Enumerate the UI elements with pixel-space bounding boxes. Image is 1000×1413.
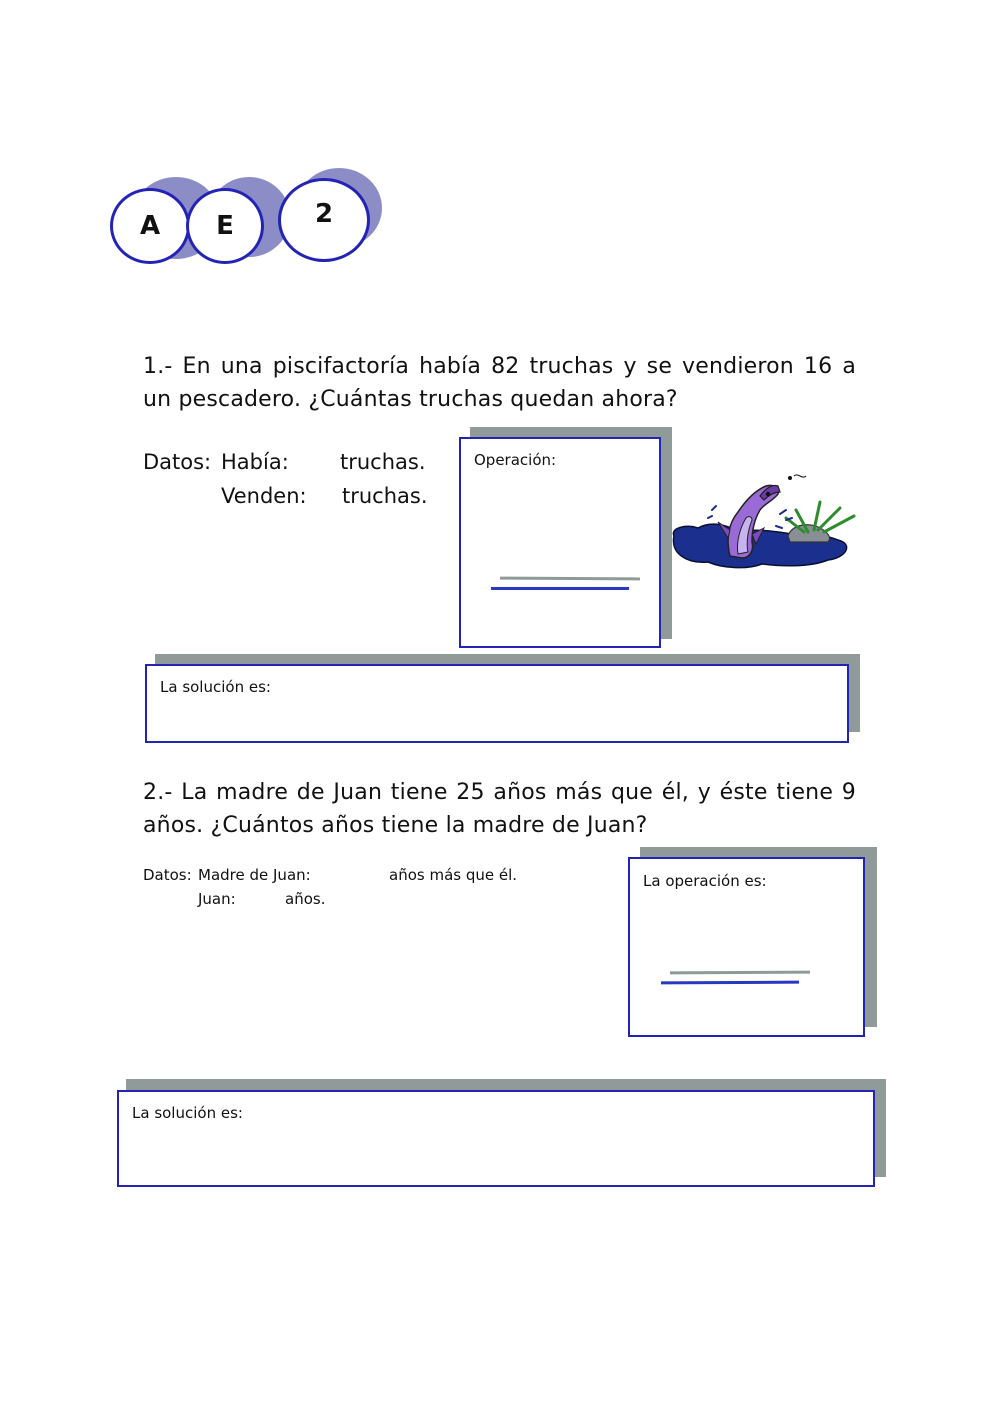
datos-2-row2-unit: años. [285,890,326,908]
datos-row2-label: Venden: [221,484,307,508]
datos-2-row1-label: Madre de Juan: [198,866,311,884]
problem-1-datos [143,450,443,520]
badge-e [186,188,264,264]
operation-1-box[interactable] [459,437,661,648]
datos-2-row2-label: Juan: [198,890,236,908]
datos-row2-unit: truchas. [342,484,428,508]
problem-2-text: 2.- La madre de Juan tiene 25 años más que él, y éste tiene 9 años. ¿Cuántos años tiene la madre de Juan? [143,780,856,838]
problem-1-text: 1.- En una piscifactoría había 82 truchas y se vendieron 16 a un pescadero. ¿Cuántas truchas quedan ahora? [143,354,856,412]
badge-2-label: 2 [314,199,334,229]
problem-2-datos [143,866,563,916]
badge-a [110,188,190,264]
badge-2 [278,178,370,262]
operation-2-gray-line [670,971,810,975]
datos-2-label: Datos: [143,866,192,884]
operation-1-answer-line [491,587,629,590]
solution-1-label: La solución es: [160,678,271,696]
badge-a-label: A [139,211,161,241]
solution-2-label: La solución es: [132,1104,243,1122]
datos-label: Datos: [143,450,212,474]
solution-2-box[interactable] [117,1090,875,1187]
datos-row1-unit: truchas. [340,450,426,474]
operation-1-gray-line [500,577,640,581]
datos-row1-label: Había: [221,450,289,474]
operation-2-answer-line [661,981,799,985]
operation-1-label: Operación: [474,451,557,469]
datos-2-row1-unit: años más que él. [389,866,518,884]
fish-jumping-illustration [668,470,862,575]
operation-2-label: La operación es: [643,872,767,890]
solution-1-box[interactable] [145,664,849,743]
operation-2-box[interactable] [628,857,865,1037]
badge-e-label: E [216,211,234,241]
